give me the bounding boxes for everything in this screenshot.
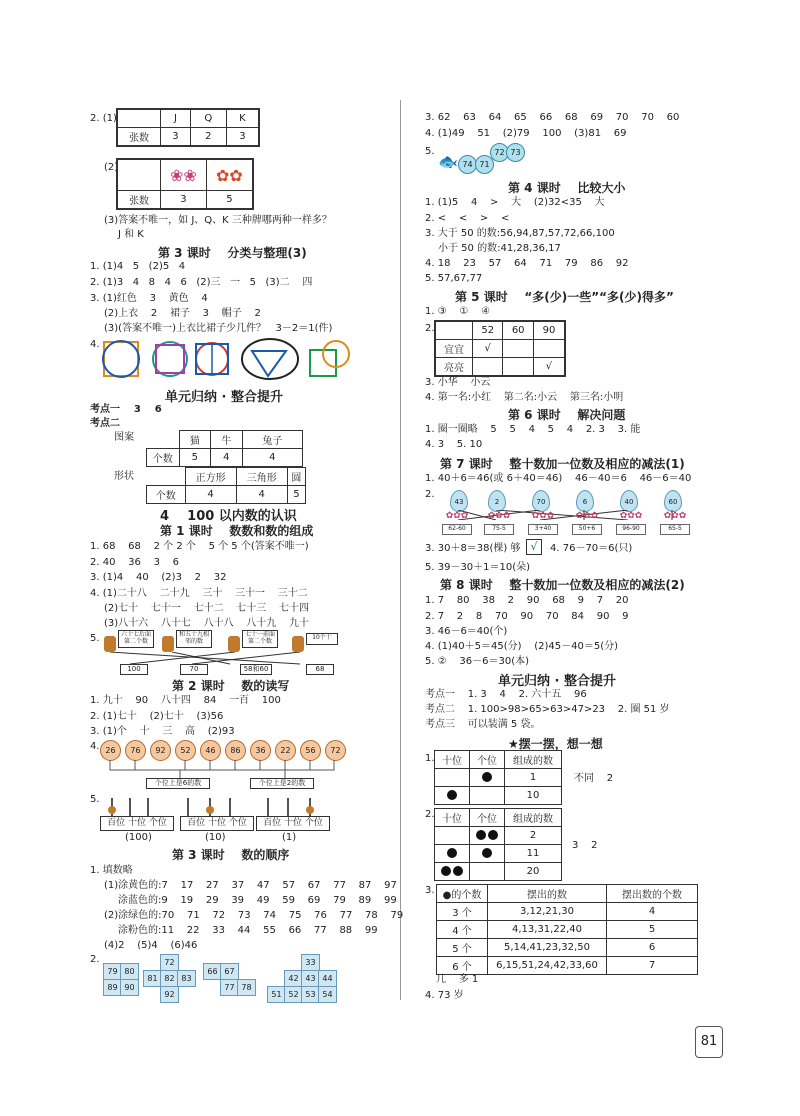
grid-cell: 81 (143, 970, 162, 987)
dot-icon (476, 830, 486, 840)
apple-icon: 86 (225, 740, 246, 761)
flower-card: ✿✿✿ 65-5 (660, 518, 690, 535)
apple-icon: 36 (250, 740, 271, 761)
p1-note: 不同 2 (574, 773, 614, 784)
shapes-figure (100, 336, 360, 382)
grid-cell: 67 (220, 963, 239, 980)
s3-1d: 涂粉色的:11 22 33 44 55 66 77 88 99 (118, 925, 378, 936)
s1-heading: 第 1 课时 数数和数的组成 (160, 524, 314, 538)
ones-6-box: 个位上是6的数 (146, 778, 210, 789)
robot-icon (162, 636, 174, 652)
fish-icon: 🐟 (438, 152, 458, 171)
bubble: 71 (475, 155, 494, 174)
c4-3b: 小于 50 的数:41,28,36,17 (438, 243, 561, 254)
c3-3b: (2)上衣 2 裙子 3 帽子 2 (104, 308, 261, 319)
lesson-8-heading: 第 8 课时 整十数加一位数及相应的减法(2) (440, 578, 685, 592)
shapes-table: 正方形 三角形 圆 个数 4 4 5 (146, 467, 306, 504)
flower-icon: ✿✿✿ (445, 511, 469, 521)
s2-heading: 第 2 课时 数的读写 (172, 679, 290, 693)
kaodian-2: 考点二 (90, 418, 120, 429)
column-divider (400, 100, 401, 1000)
c3-1: 1. (1)4 5 (2)5 4 (90, 261, 186, 272)
p2-note: 3 2 (572, 840, 598, 851)
c4-3: 3. 大于 50 的数:56,94,87,57,72,66,100 (425, 228, 615, 239)
flower-card: ✿✿✿ 3+40 (528, 518, 558, 535)
grid-cell: 54 (318, 986, 337, 1003)
robot-speech: 10个十 (306, 633, 338, 645)
robot-speech: 和五十九相邻的数 (176, 630, 212, 648)
dot-icon (441, 866, 451, 876)
robot-icon (104, 636, 116, 652)
c5-2: 2. (425, 323, 435, 334)
abacus-value: (10) (205, 832, 226, 843)
robot-icon (228, 636, 240, 652)
robot-answer: 58和60 (240, 664, 272, 675)
s1-2: 2. 40 36 3 6 (90, 557, 180, 568)
c8-2: 2. 7 2 8 70 90 70 84 90 9 (425, 611, 629, 622)
c7-1: 1. 40＋6＝46(或 6＋40＝46) 46－40＝6 46－6＝40 (425, 473, 692, 484)
apple-icon: 76 (125, 740, 146, 761)
c3-3c: (3)(答案不唯一)上衣比裙子少几件？ 3－2＝1(件) (104, 323, 333, 334)
bubble: 72 (490, 143, 509, 162)
apple-icon: 56 (300, 740, 321, 761)
kaodian-1: 考点一 3 6 (90, 404, 162, 415)
grid-cell: 78 (237, 979, 256, 996)
flower-card: ✿✿✿ 50+6 (572, 518, 602, 535)
c4-1: 1. (1)5 4 > 大 (2)32<35 大 (425, 197, 605, 208)
abacus-labels-3: 百位 十位 个位 (256, 816, 330, 831)
c7-2: 2. (425, 489, 435, 500)
c6-2: 4. 3 5. 10 (425, 439, 483, 450)
s1-4b: (2)七十 七十一 七十二 七十三 七十四 (104, 603, 310, 614)
compare-table: 52 60 90 宜宜 √ 亮亮 √ (434, 320, 566, 377)
drop-icon: 60 (664, 490, 682, 512)
bubble: 73 (506, 143, 525, 162)
s3-1a: (1)涂黄色的:7 17 27 37 47 57 67 77 87 97 (104, 880, 397, 891)
kd-table1-label: 图案 (114, 432, 134, 443)
robot-speech: 六十七后面第二个数 (118, 630, 154, 648)
p1-label: 1. (425, 753, 435, 764)
grid-cell: 51 (267, 986, 286, 1003)
c5-3: 3. 小华 小云 (425, 377, 491, 388)
c5-4: 4. 第一名:小红 第二名:小云 第三名:小明 (425, 392, 624, 403)
s3-1e: (4)2 (5)4 (6)46 (104, 940, 198, 951)
cards-table: J Q K 张数 3 2 3 (116, 108, 260, 147)
k2: 考点二 1. 100>98>65>63>47>23 2. 圈 51 岁 (425, 704, 670, 715)
robot-icon (292, 636, 304, 652)
s1-1: 1. 68 68 2 个 2 个 5 个 5 个(答案不唯一) (90, 541, 309, 552)
apple-icon: 26 (100, 740, 121, 761)
abacus-value: (100) (125, 832, 152, 843)
ones-2-box: 个位上是2的数 (250, 778, 314, 789)
s1-4c: (3)八十六 八十七 八十八 八十九 九十 (104, 618, 310, 629)
animals-table: 猫 牛 兔子 个数 5 4 4 (146, 430, 303, 467)
apple-icon: 92 (150, 740, 171, 761)
c8-1: 1. 7 80 38 2 90 68 9 7 20 (425, 595, 629, 606)
flower-card: ✿✿✿ 96-90 (616, 518, 646, 535)
unit-summary-title: 单元归纳 · 整合提升 (165, 390, 283, 405)
apple-icon: 46 (200, 740, 221, 761)
abacus-labels-2: 百位 十位 个位 (180, 816, 254, 831)
bubble: 74 (458, 155, 477, 174)
s3-1b: 涂蓝色的:9 19 29 39 49 59 69 79 89 99 (118, 895, 397, 906)
grid-cell: 77 (220, 979, 239, 996)
r5: 5. (425, 146, 435, 157)
s1-5: 5. (90, 633, 100, 644)
flower-icon: ✿✿✿ (487, 511, 511, 521)
robot-answer: 70 (180, 664, 208, 675)
place-value-table-1: 十位 个位 组成的数 1 10 (434, 750, 562, 805)
c3-4: 4. (90, 339, 100, 350)
dot-icon (488, 830, 498, 840)
flower-icon: ✿✿✿ (663, 511, 687, 521)
lesson-4-heading: 第 4 课时 比较大小 (508, 181, 626, 195)
c3-2: 2. (1)3 4 8 4 6 (2)三 一 5 (3)二 四 (90, 277, 313, 288)
grid-cell: 92 (160, 986, 179, 1003)
q2-3b: J 和 K (118, 229, 144, 240)
q2-2-label: (2) (104, 162, 119, 173)
robot-answer: 100 (120, 664, 148, 675)
dot-icon (447, 848, 457, 858)
s3-1c: (2)涂绿色的:70 71 72 73 74 75 76 77 78 79 (104, 910, 404, 921)
q2-3a: (3)答案不唯一，如 J、Q、K 三种牌哪两种一样多？ (104, 215, 332, 226)
apple-icon: 52 (175, 740, 196, 761)
s2-3: 3. (1)个 十 三 高 (2)93 (90, 726, 235, 737)
s3-1: 1. 填数略 (90, 865, 133, 876)
lesson-6-heading: 第 6 课时 解决问题 (508, 408, 626, 422)
check-box: √ (526, 539, 542, 555)
grid-cell: 82 (160, 970, 179, 987)
s2-4: 4. (90, 741, 100, 752)
c7-3: 3. 30＋8＝38(棵) 够 (425, 543, 521, 554)
flower-icon: ✿✿✿ (575, 511, 599, 521)
activity-heading: ★摆一摆，想一想 (508, 737, 603, 751)
c7-5: 5. 39－30＋1＝10(朵) (425, 562, 531, 573)
drop-icon: 70 (532, 490, 550, 512)
grid-cell: 42 (284, 970, 303, 987)
place-value-table-2: 十位 个位 组成的数 2 11 20 (434, 808, 562, 881)
r3: 3. 62 63 64 65 66 68 69 70 70 60 (425, 112, 680, 123)
k3: 考点三 可以装满 5 袋。 (425, 719, 541, 730)
flowers-table: ❀❀ ✿✿ 张数 3 5 (116, 158, 254, 210)
grid-cell: 53 (301, 986, 320, 1003)
c4-5: 5. 57,67,77 (425, 273, 483, 284)
flower-icon: ✿✿ (206, 159, 253, 191)
dot-icon (453, 866, 463, 876)
p3-note: 几 多 1 (436, 974, 479, 985)
s1-3: 3. (1)4 40 (2)3 2 32 (90, 572, 227, 583)
lesson-5-heading: 第 5 课时 “多(少)一些”“多(少)得多” (455, 290, 674, 304)
kd-table2-label: 形状 (114, 471, 134, 482)
grid-cell: 90 (120, 979, 139, 996)
lesson-3-heading: 第 3 课时 分类与整理(3) (158, 246, 307, 260)
s2-2: 2. (1)七十 (2)七十 (3)56 (90, 711, 224, 722)
c7-4: 4. 76－70＝6(只) (550, 543, 633, 554)
grid-cell: 33 (301, 954, 320, 971)
drop-icon: 6 (576, 490, 594, 512)
s1-4: 4. (1)二十八 二十九 三十 三十一 三十二 (90, 588, 308, 599)
c5-1: 1. ③ ① ④ (425, 306, 491, 317)
apple-icon: 72 (325, 740, 346, 761)
flower-card: ✿✿✿ 75-5 (484, 518, 514, 535)
grid-cell: 83 (177, 970, 196, 987)
drop-icon: 2 (488, 490, 506, 512)
c8-5: 5. ② 36－6＝30(本) (425, 656, 530, 667)
robot-answer: 68 (306, 664, 334, 675)
c8-4: 4. (1)40＋5＝45(分) (2)45－40＝5(分) (425, 641, 618, 652)
c4-4: 4. 18 23 57 64 71 79 86 92 (425, 258, 629, 269)
grid-cell: 43 (301, 970, 320, 987)
k1: 考点一 1. 3 4 2. 六十五 96 (425, 689, 587, 700)
c4-2: 2. < < > < (425, 213, 510, 224)
q2-1-label: 2. (1) (90, 113, 117, 124)
dot-icon (482, 848, 492, 858)
dot-icon (447, 790, 457, 800)
unit-summary-title-2: 单元归纳 · 整合提升 (498, 674, 616, 689)
flower-icon: ✿✿✿ (531, 511, 555, 521)
s2-1: 1. 九十 90 八十四 84 一百 100 (90, 695, 281, 706)
p4: 4. 73 岁 (425, 990, 464, 1001)
abacus-value: (1) (282, 832, 297, 843)
p2-label: 2. (425, 809, 435, 820)
c3-3: 3. (1)红色 3 黄色 4 (90, 293, 208, 304)
p3-label: 3. (425, 885, 435, 896)
grid-cell: 52 (284, 986, 303, 1003)
chapter-4-title: 4 100 以内数的认识 (160, 509, 297, 524)
abacus-labels-1: 百位 十位 个位 (100, 816, 174, 831)
robot-speech: 七十一前面第二个数 (242, 630, 278, 648)
abacus-rods (100, 792, 330, 816)
s2-5: 5. (90, 794, 100, 805)
grid-cell: 89 (103, 979, 122, 996)
grid-cell: 66 (203, 963, 222, 980)
grid-cell: 44 (318, 970, 337, 987)
r4: 4. (1)49 51 (2)79 100 (3)81 69 (425, 128, 627, 139)
flower-card: ✿✿✿ 62-60 (442, 518, 472, 535)
s3-heading: 第 3 课时 数的顺序 (172, 848, 290, 862)
lesson-7-heading: 第 7 课时 整十数加一位数及相应的减法(1) (440, 457, 685, 471)
dots-count-table: ●的个数 摆出的数 摆出数的个数 3 个 3,12,21,30 4 4 个 4,13,31,22,40 5 5 个 5,14,41,23,32,50 6 6 个 6,15,51,24,42,33,60 7 (436, 884, 698, 975)
grid-cell: 72 (160, 954, 179, 971)
s3-2: 2. (90, 954, 100, 965)
c8-3: 3. 46－6＝40(个) (425, 626, 508, 637)
grid-cell: 80 (120, 963, 139, 980)
drop-icon: 40 (620, 490, 638, 512)
flower-icon: ✿✿✿ (619, 511, 643, 521)
page-number: 81 (695, 1026, 723, 1058)
c6-1: 1. 圈一圈略 5 5 4 5 4 2. 3 3. 能 (425, 424, 641, 435)
drop-icon: 43 (450, 490, 468, 512)
grid-cell: 79 (103, 963, 122, 980)
dot-icon (482, 772, 492, 782)
apple-icon: 22 (275, 740, 296, 761)
tulip-icon: ❀❀ (161, 159, 207, 191)
